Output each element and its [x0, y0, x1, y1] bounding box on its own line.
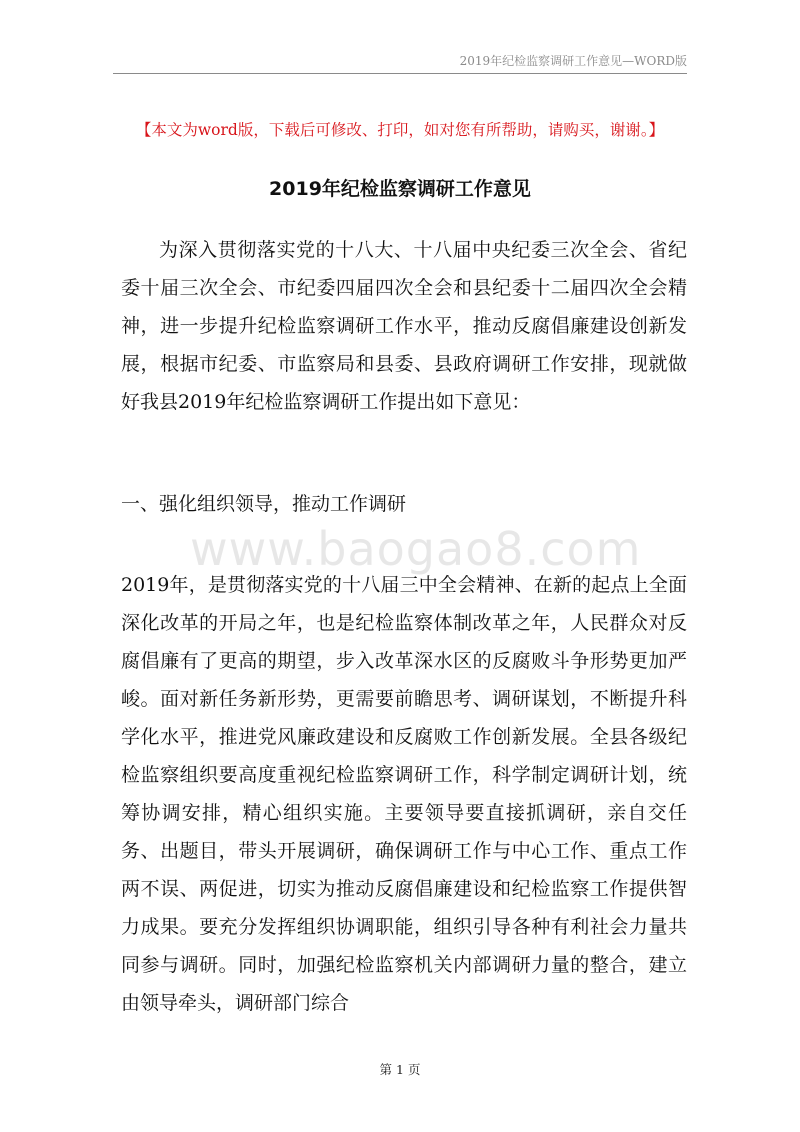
section-1-paragraph: 2019年，是贯彻落实党的十八届三中全会精神、在新的起点上全面深化改革的开局之年，也是纪检监察体制改革之年，人民群众对反腐倡廉有了更高的期望，步入改革深水区的反腐败斗争形势更加严峻。面对新任务新形势，更需要前瞻思考、调研谋划，不断提升科学化水平，推进党风廉政建设和反腐败工作创新发展。全县各级纪检监察组织要高度重视纪检监察调研工作，科学制定调研计划，统筹协调安排，精心组织实施。主要领导要直接抓调研，亲自交任务、出题目，带头开展调研，确保调研工作与中心工作、重点工作两不误、两促进，切实为推动反腐倡廉建设和纪检监察工作提供智力成果。要充分发挥组织协调职能，组织引导各种有利社会力量共同参与调研。同时，加强纪检监察机关内部调研力量的整合，建立由领导牵头，调研部门综合: [121, 574, 687, 1014]
purchase-notice: 【本文为word版，下载后可修改、打印，如对您有所帮助，请购买，谢谢。】: [135, 121, 665, 139]
running-header: 2019年纪检监察调研工作意见—WORD版: [459, 54, 687, 68]
section-heading-1: 一、强化组织领导，推动工作调研: [121, 493, 407, 515]
document-title: 2019年纪检监察调研工作意见: [269, 178, 531, 200]
header-divider: [113, 73, 687, 74]
intro-paragraph: 为深入贯彻落实党的十八大、十八届中央纪委三次全会、省纪委十届三次全会、市纪委四届四次全会和县纪委十二届四次全会精神，进一步提升纪检监察调研工作水平，推动反腐倡廉建设创新发展，根据市纪委、市监察局和县委、县政府调研工作安排，现就做好我县2019年纪检监察调研工作提出如下意见：: [121, 239, 687, 413]
watermark-text: www.baogao8.com: [190, 522, 642, 576]
page-number: 第 1 页: [379, 1062, 421, 1077]
